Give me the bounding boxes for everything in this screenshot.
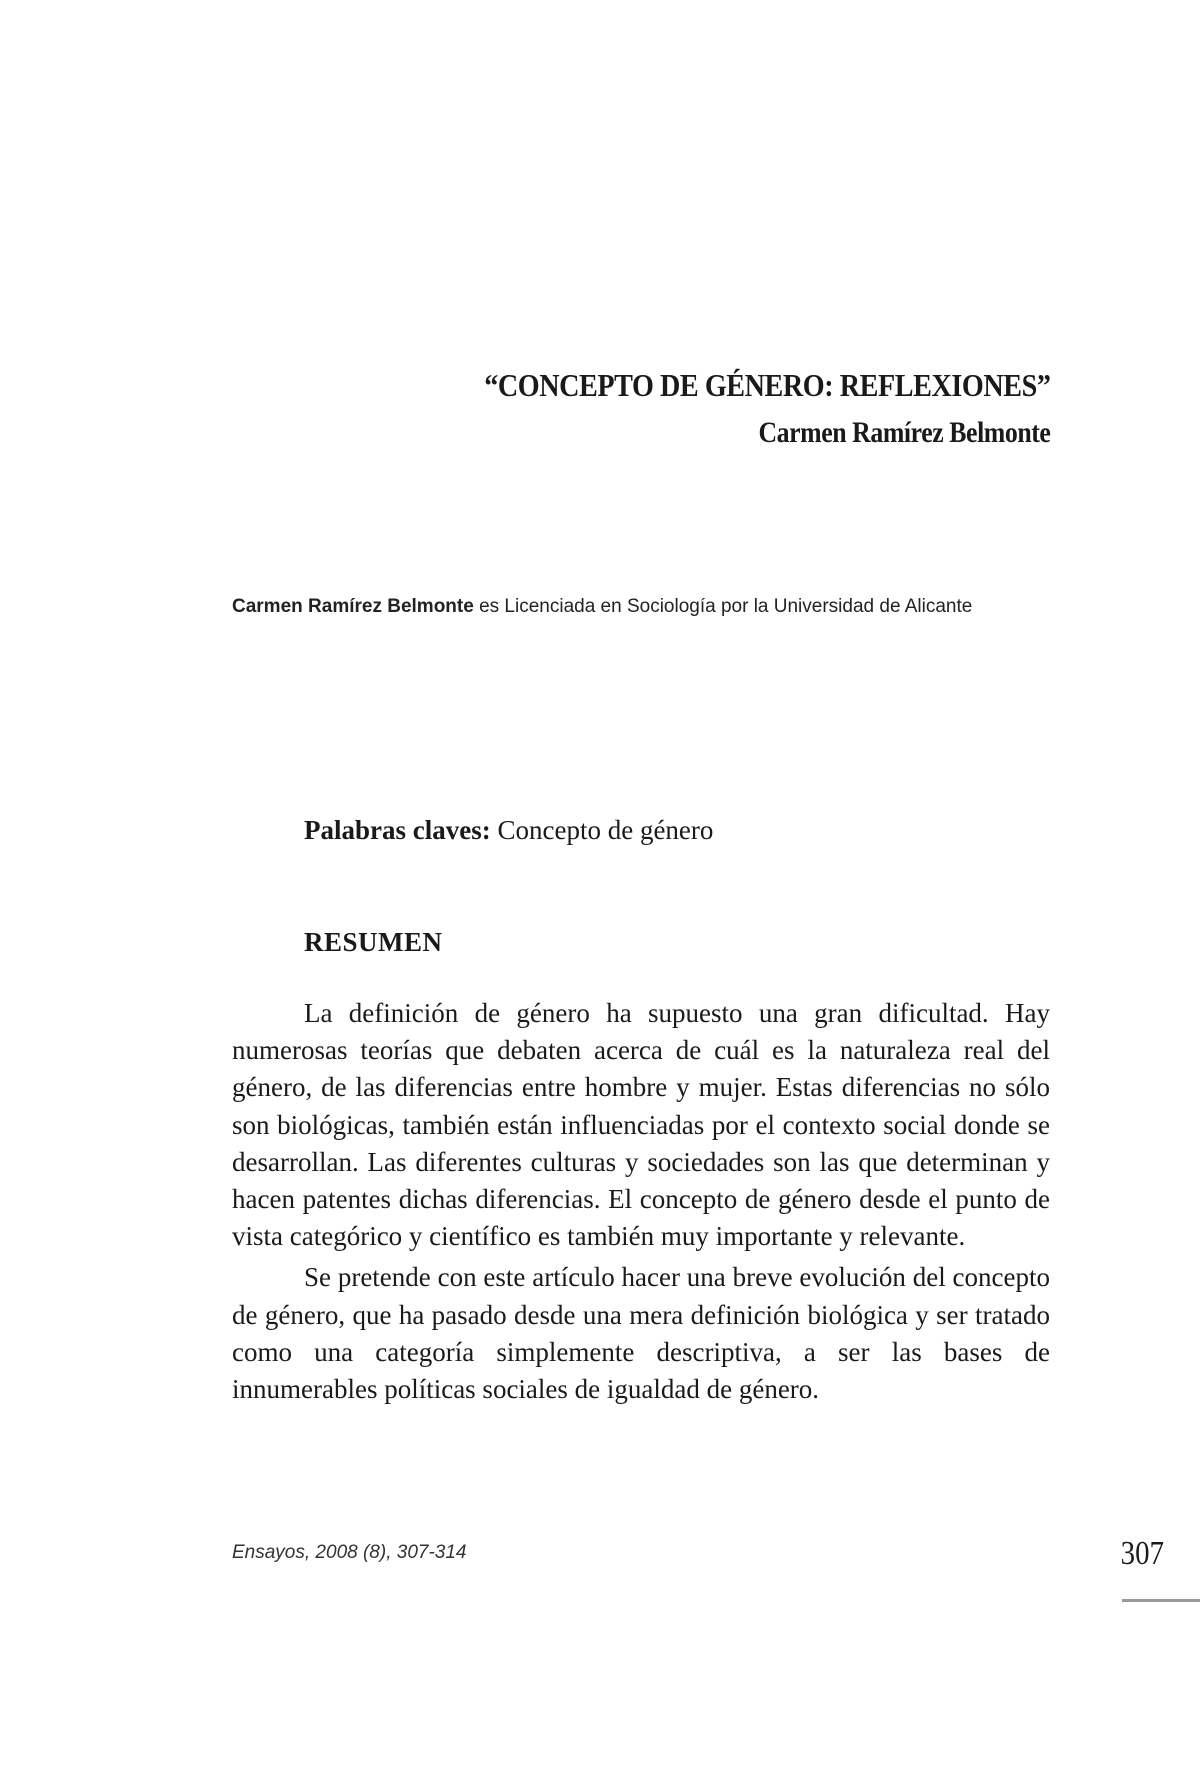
page-number: 307 [1120, 1535, 1164, 1572]
bio-text: es Licenciada en Sociología por la Universidad de Alicante [473, 596, 973, 617]
bio-author-name: Carmen Ramírez Belmonte [232, 596, 474, 617]
article-author: Carmen Ramírez Belmonte [758, 416, 1050, 449]
article-header [407, 362, 1050, 456]
keywords-label: Palabras claves: [304, 815, 491, 845]
keywords-value: Concepto de género [490, 815, 714, 845]
page-number-rule [1122, 1599, 1200, 1602]
article-title: “CONCEPTO DE GÉNERO: REFLEXIONES” [483, 367, 1050, 403]
keywords [304, 812, 713, 848]
abstract-heading: RESUMEN [304, 927, 443, 957]
author-bio [232, 593, 992, 620]
abstract-paragraph: Se pretende con este artículo hacer una breve evolución del concepto de género, que ha pasado desde una mera definición biológica y ser tratado como una categoría simplemente descriptiva, a ser las bases de innumerables políticas sociales de igualdad de género. [232, 1262, 1050, 1405]
journal-citation: Ensayos, 2008 (8), 307-314 [232, 1542, 467, 1563]
abstract-paragraph: La definición de género ha supuesto una gran dificultad. Hay numerosas teorías que debaten acerca de cuál es la naturaleza real del género, de las diferencias entre hombre y mujer. Estas diferencias no sólo son biológicas, también están influenciadas por el contexto social donde se desarrollan. Las diferentes culturas y sociedades son las que determinan y hacen patentes dichas diferencias. El concepto de género desde el punto de vista categórico y científico es también muy importante y relevante. [232, 998, 1050, 1252]
abstract-body [232, 995, 1050, 1412]
